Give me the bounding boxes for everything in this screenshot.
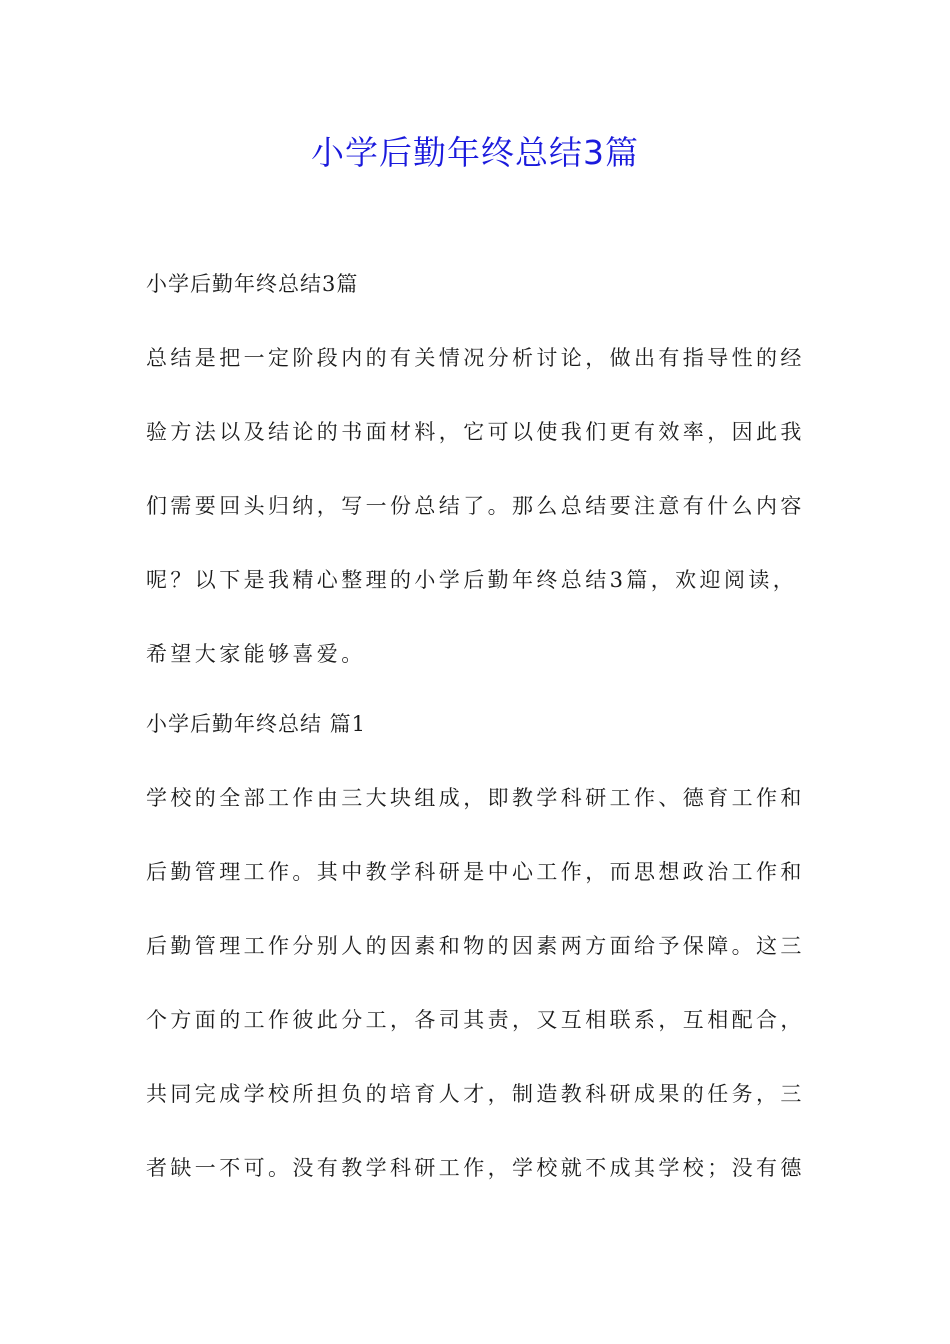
paragraph-line: 者缺一不可。没有教学科研工作，学校就不成其学校；没有德 (146, 1156, 805, 1180)
paragraph-line: 后勤管理工作。其中教学科研是中心工作，而思想政治工作和 (146, 860, 805, 884)
document-body (146, 262, 806, 1220)
paragraph-line: 验方法以及结论的书面材料，它可以使我们更有效率，因此我 (146, 420, 805, 444)
paragraph-line: 呢？以下是我精心整理的小学后勤年终总结3篇，欢迎阅读， (146, 568, 798, 592)
paragraph-line: 希望大家能够喜爱。 (146, 642, 366, 666)
paragraph-line: 共同完成学校所担负的培育人才，制造教科研成果的任务，三 (146, 1082, 805, 1106)
paragraph-line: 个方面的工作彼此分工，各司其责，又互相联系，互相配合， (146, 1008, 805, 1032)
paragraph-line: 后勤管理工作分别人的因素和物的因素两方面给予保障。这三 (146, 934, 805, 958)
paragraph-line: 学校的全部工作由三大块组成，即教学科研工作、德育工作和 (146, 786, 805, 810)
paragraph-line: 们需要回头归纳，写一份总结了。那么总结要注意有什么内容 (146, 494, 805, 518)
document-title: 小学后勤年终总结3篇 (311, 133, 639, 172)
section-heading: 小学后勤年终总结 篇1 (146, 712, 367, 736)
paragraph-line: 总结是把一定阶段内的有关情况分析讨论，做出有指导性的经 (146, 346, 805, 370)
subtitle-line: 小学后勤年终总结3篇 (146, 272, 359, 296)
